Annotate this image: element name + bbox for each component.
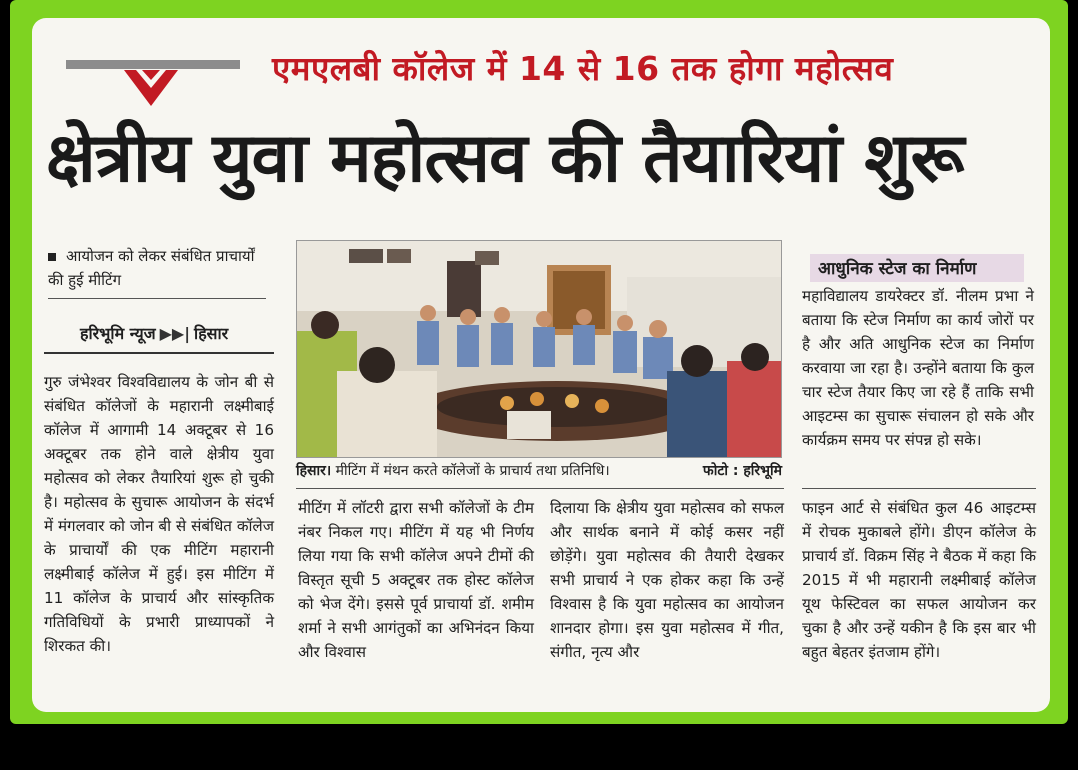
chevron-logo-icon bbox=[124, 70, 178, 106]
byline-source: हरिभूमि न्यूज bbox=[80, 324, 156, 343]
photo-caption bbox=[296, 460, 786, 482]
bullet-square-icon bbox=[48, 253, 56, 261]
article-column-4-bottom: फाइन आर्ट से संबंधित कुल 46 आइटम्स में रोचक मुकाबले होंगे। डीएन कॉलेज के प्राचार्य डॉ. विक्रम सिंह ने बैठक में कहा कि 2015 में भी महारानी लक्ष्मीबाई कॉलेज यूथ फेस्टिवल का सफल आयोजन कर चुका है और उन्हें यकीन है कि इस बार भी बहुत बेहतर इंतजाम होंगे। bbox=[802, 499, 1036, 661]
article-column-4-top: महाविद्यालय डायरेक्टर डॉ. नीलम प्रभा ने बताया कि स्टेज निर्माण का कार्य जोरों पर है और अति आधुनिक स्टेज का निर्माण करवाया जा रहा है। उन्होंने बताया कि कुल चार स्टेज तैयार किए जा रहे हैं ताकि सभी आइटम्स का सुचारू संचालन हो सके और कार्यक्रम समय पर संपन्न हो सके। bbox=[802, 287, 1034, 449]
newspaper-clipping bbox=[32, 18, 1050, 712]
byline bbox=[80, 322, 228, 344]
divider bbox=[296, 488, 784, 489]
logo-bar bbox=[66, 60, 240, 69]
divider bbox=[44, 352, 274, 354]
kicker-headline: एमएलबी कॉलेज में 14 से 16 तक होगा महोत्सव bbox=[272, 49, 894, 88]
bullet-text: आयोजन को लेकर संबंधित प्राचार्यों की हुई मीटिंग bbox=[48, 247, 255, 289]
divider bbox=[802, 488, 1036, 489]
subheading: आधुनिक स्टेज का निर्माण bbox=[818, 259, 977, 279]
bullet-summary bbox=[48, 244, 268, 292]
article-column-3: दिलाया कि क्षेत्रीय युवा महोत्सव को सफल और सार्थक बनाने में कोई कसर नहीं छोड़ेंगे। युवा महोत्सव की तैयारी देखकर सभी प्राचार्य ने एक होकर कहा कि उन्हें विश्वास है कि युवा महोत्सव का आयोजन शानदार होगा। इस युवा महोत्सव में गीत, संगीत, नृत्य और bbox=[550, 499, 784, 661]
main-headline: क्षेत्रीय युवा महोत्सव की तैयारियां शुरू bbox=[46, 119, 964, 198]
byline-arrows-icon: ▶▶| bbox=[159, 324, 191, 343]
article-column-1: गुरु जंभेश्वर विश्वविद्यालय के जोन बी से संबंधित कॉलेजों के महारानी लक्ष्मीबाई कॉलेज में आगामी 14 अक्टूबर से 16 अक्टूबर तक होने वाले क्षेत्रीय युवा महोत्सव को लेकर तैयारियां शुरू हो चुकी है। महोत्सव के सुचारू आयोजन के संदर्भ में मंगलवार को जोन बी से संबंधित कॉलेज के प्राचार्यों की एक मीटिंग महारानी लक्ष्मीबाई कॉलेज में हुई। इस मीटिंग में 11 कॉलेज के प्राचार्य और सांस्कृतिक गतिविधियों के प्रभारी प्राध्यापकों ने शिरकत की। bbox=[44, 373, 274, 655]
caption-text: मीटिंग में मंथन करते कॉलेजों के प्राचार्य तथा प्रतिनिधि। bbox=[335, 463, 610, 479]
byline-place: हिसार bbox=[194, 324, 229, 343]
meeting-photo bbox=[296, 240, 782, 458]
article-column-2: मीटिंग में लॉटरी द्वारा सभी कॉलेजों के टीम नंबर निकल गए। मीटिंग में यह भी निर्णय लिया गया कि सभी कॉलेज अपने टीमों की विस्तृत सूची 5 अक्टूबर तक होस्ट कॉलेज को भेज देंगे। इससे पूर्व प्राचार्या डॉ. शमीम शर्मा ने सभी आगंतुकों का अभिनंदन किया और विश्वास bbox=[298, 499, 534, 661]
caption-place: हिसार। bbox=[296, 463, 332, 479]
divider bbox=[48, 298, 266, 299]
photo-credit: फोटो : हरिभूमि bbox=[702, 463, 782, 479]
